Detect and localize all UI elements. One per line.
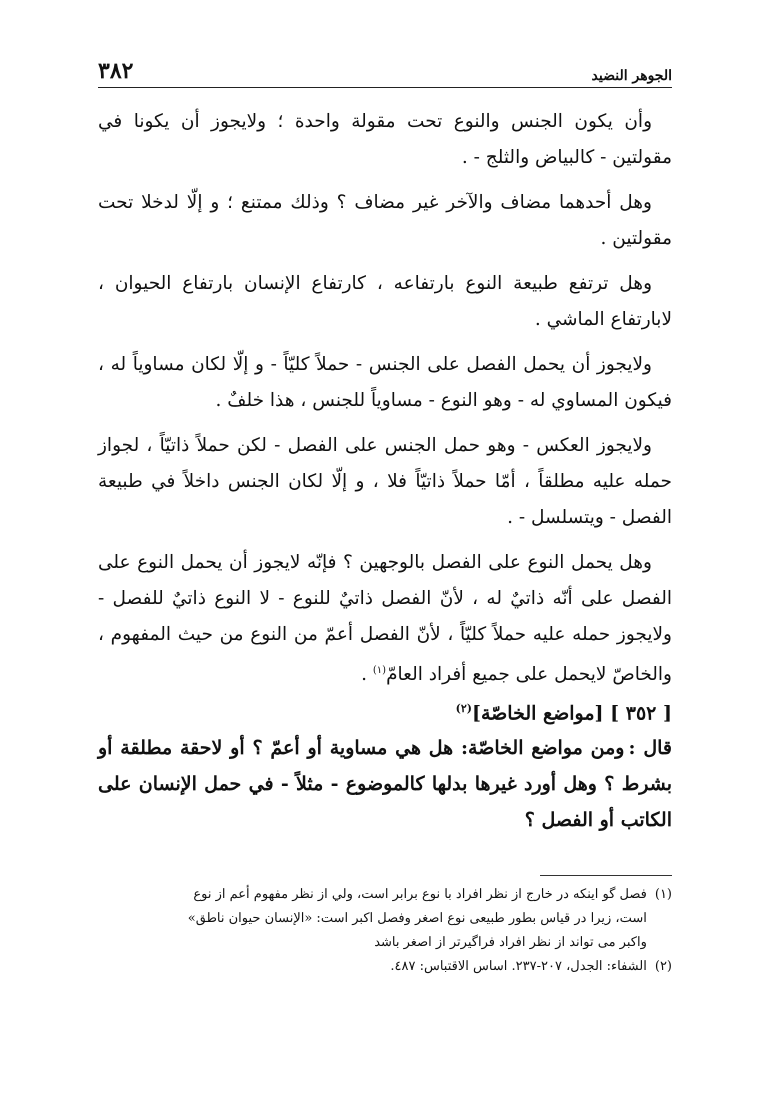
quote-body: ومن مواضع الخاصّة: هل هي مساوية أو أعمّ ؟ أو لاحقة مطلقة أو بشرط ؟ وهل أورد غيرها بدلها كالموضوع - مثلاً - في حمل الإنسان على الكاتب أو الفصل ؟: [98, 737, 672, 831]
footnote-ref[interactable]: (١): [372, 665, 387, 676]
section-heading: [98, 694, 672, 728]
paragraph: وهل ترتفع طبيعة النوع بارتفاعه ، كارتفاع الإنسان بارتفاع الحيوان ، لابارتفاع الماشي .: [98, 273, 672, 330]
page-header: [98, 58, 672, 84]
footnote-line: است، زيرا در قياس بطور طبيعى نوع اصغر وفصل اكبر است: «الإنسان حيوان ناطق»: [187, 911, 647, 926]
section-number: [ ٣٥٢ ]: [610, 702, 672, 725]
paragraph: وأن يكون الجنس والنوع تحت مقولة واحدة ؛ ولايجوز أن يكونا في مقولتين - كالبياض والثلج - .: [98, 111, 672, 168]
footnote-line: فصل گو اينكه در خارج از نظر افراد با نوع برابر است، ولي از نظر مفهوم أعم از نوع: [193, 887, 647, 902]
paragraph: [98, 545, 672, 693]
footnote: [98, 955, 672, 979]
main-text: [98, 104, 672, 702]
footnotes: [98, 883, 672, 979]
paragraph-end: .: [361, 664, 373, 686]
quote-lead: قال :: [628, 737, 673, 759]
paragraph: ولايجوز العكس - وهو حمل الجنس على الفصل - لكن حملاً ذاتيّاً ، لجواز حمله عليه مطلقاً ، أمّا حملاً ذاتيّاً فلا ، و إلّا لكان الجنس داخلاً في طبيعة الفصل - ويتسلسل - .: [98, 435, 672, 528]
quoted-text: [98, 730, 672, 838]
page-number: ٣٨٢: [98, 58, 134, 84]
running-title: الجوهر النضيد: [591, 68, 672, 84]
footnote-rule: [540, 875, 672, 876]
footnote-line: واكبر مى تواند از نظر افراد فراگيرتر از اصغر باشد: [374, 935, 647, 950]
paragraph-text: وهل يحمل النوع على الفصل بالوجهين ؟ فإنّه لايجوز أن يحمل النوع على الفصل على أنّه ذاتيٌ له ، لأنّ الفصل ذاتيٌ للنوع - لا النوع ذاتيٌ للفصل - ولايجوز حمله عليه حملاً كليّاً ، لأنّ الفصل أعمّ من النوع من حيث المفهوم ، والخاصّ لايحمل على جميع أفراد العامّ: [98, 552, 672, 686]
header-rule: [98, 87, 672, 88]
paragraph: وهل أحدهما مضاف والآخر غير مضاف ؟ وذلك ممتنع ؛ و إلّا لدخلا تحت مقولتين .: [98, 192, 672, 249]
footnote-line: الشفاء: الجدل، ٢٠٧-٢٣٧. اساس الاقتباس: ٤٨٧.: [390, 959, 647, 974]
section-title: [مواضع الخاصّة]: [471, 702, 604, 725]
footnote-ref[interactable]: (٢): [455, 702, 472, 715]
footnote-number: (١): [654, 887, 672, 902]
footnote: [98, 883, 672, 955]
paragraph: ولايجوز أن يحمل الفصل على الجنس - حملاً كليّاً - و إلّا لكان مساوياً له ، فيكون المساوي له - وهو النوع - مساوياً للجنس ، هذا خلفٌ .: [98, 354, 672, 411]
footnote-number: (٢): [654, 959, 672, 974]
